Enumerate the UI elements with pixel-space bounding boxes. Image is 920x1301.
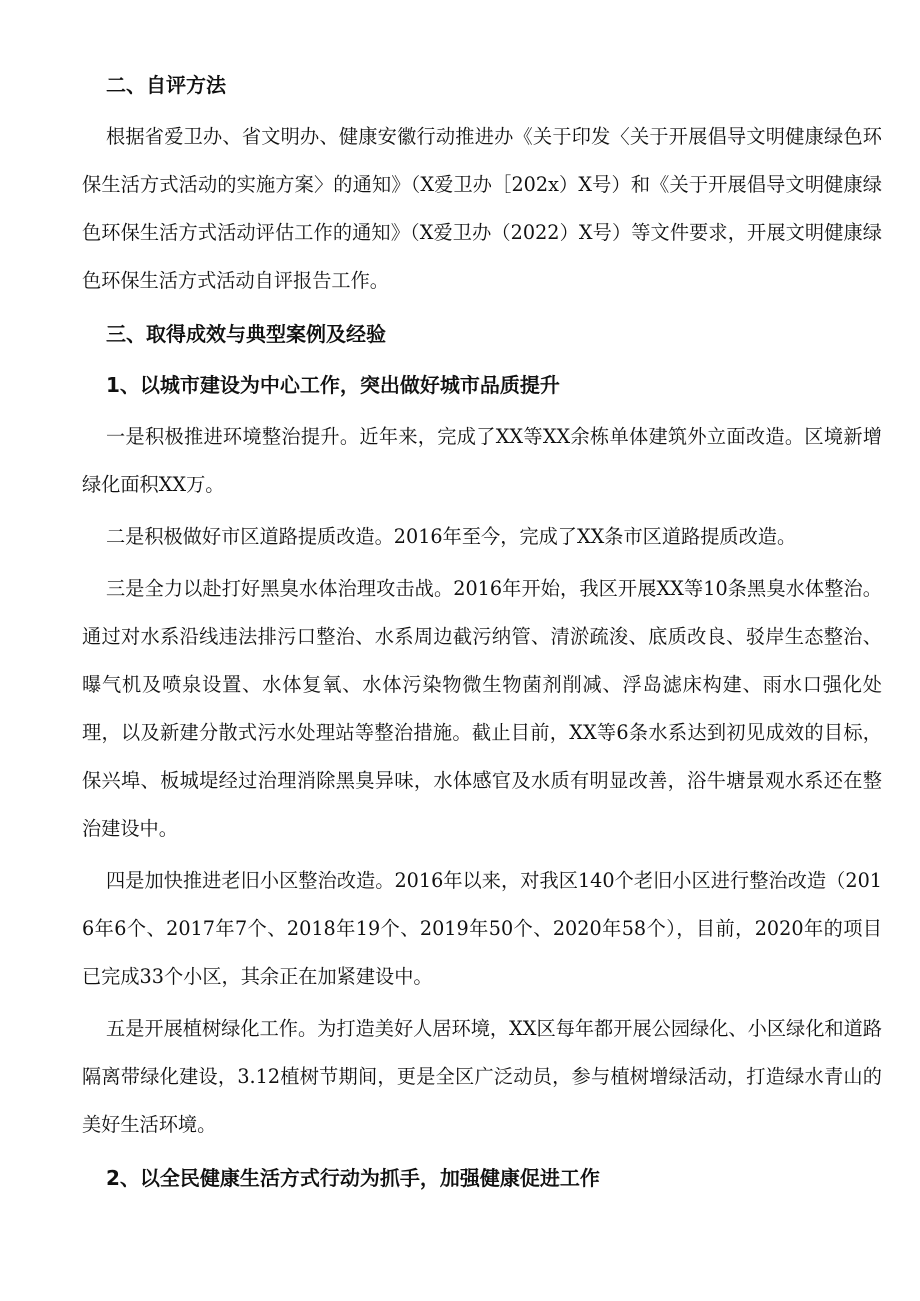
section-2-paragraph: 根据省爱卫办、省文明办、健康安徽行动推进办《关于印发〈关于开展倡导文明健康绿色环保生活方式活动的实施方案〉的通知》（X爱卫办［202x）X号）和《关于开展倡导文明健康绿色环保生活方式活动评估工作的通知》（X爱卫办（2022）X号）等文件要求，开展文明健康绿色环保生活方式活动自评报告工作。: [82, 125, 882, 292]
item-3-paragraph: 三是全力以赴打好黑臭水体治理攻击战。2016年开始，我区开展XX等10条黑臭水体整治。通过对水系沿线违法排污口整治、水系周边截污纳管、清淤疏浚、底质改良、驳岸生态整治、曝气机及喷泉设置、水体复氧、水体污染物微生物菌剂削减、浮岛滤床构建、雨水口强化处理，以及新建分散式污水处理站等整治措施。截止目前，XX等6条水系达到初见成效的目标，保兴埠、板城堤经过治理消除黑臭异味，水体感官及水质有明显改善，浴牛塘景观水系还在整治建设中。: [82, 577, 882, 840]
item-2-paragraph: 二是积极做好市区道路提质改造。2016年至今，完成了XX条市区道路提质改造。: [106, 525, 797, 548]
item-1-paragraph: 一是积极推进环境整治提升。近年来，完成了XX等XX余栋单体建筑外立面改造。区境新增绿化面积XX万。: [82, 425, 882, 496]
item-5-paragraph: 五是开展植树绿化工作。为打造美好人居环境，XX区每年都开展公园绿化、小区绿化和道路隔离带绿化建设，3.12植树节期间，更是全区广泛动员，参与植树增绿活动，打造绿水青山的美好生活环境。: [82, 1017, 882, 1136]
item-4-paragraph: 四是加快推进老旧小区整治改造。2016年以来，对我区140个老旧小区进行整治改造（2016年6个、2017年7个、2018年19个、2019年50个、2020年58个），目前，2020年的项目已完成33个小区，其余正在加紧建设中。: [82, 869, 882, 988]
subsection-1-heading: 1、以城市建设为中心工作，突出做好城市品质提升: [106, 373, 560, 397]
section-2-heading: 二、自评方法: [106, 73, 226, 97]
document-body: [82, 62, 882, 1202]
section-3-heading: 三、取得成效与典型案例及经验: [106, 322, 386, 346]
subsection-2-heading: 2、以全民健康生活方式行动为抓手，加强健康促进工作: [106, 1166, 600, 1190]
